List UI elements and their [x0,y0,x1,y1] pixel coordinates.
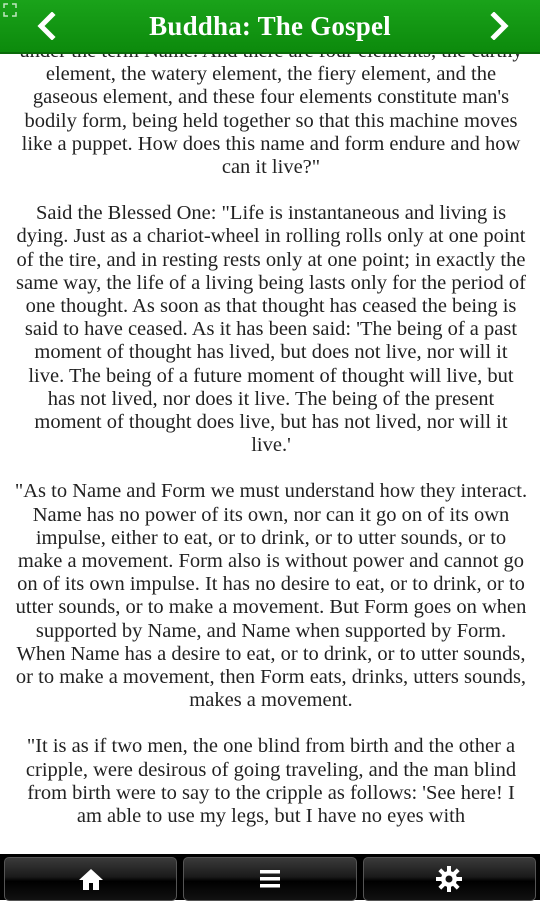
home-icon [78,867,104,891]
reading-pane[interactable] [0,40,540,855]
paragraph: "As to Name and Form we must understand how they interact. Name has no power of its own, nor can it go on of its own impulse, either to eat, or to drink, or to utter sounds, or to make a movement. Form also is without power and cannot go on of its own impulse. It has no desire to eat, or to drink, or to utter sounds, or to make a movement. But Form goes on when supported by Name, and Name when supported by Form. When Name has a desire to eat, or to drink, or to utter sounds, or to make a movement, then Form eats, drinks, utters sounds, makes a movement. [14,480,528,712]
page-title: Buddha: The Gospel [149,10,391,41]
home-button[interactable] [4,857,177,901]
app-header [0,0,540,54]
menu-button[interactable] [183,857,356,901]
paragraph: Said the Blessed One: "Life is instantaneous and living is dying. Just as a chariot-wheel in rolling rolls only at one point of the tire, and in resting rests only at one point; in exactly the same way, the life of a living being lasts only for the period of one thought. As soon as that thought has ceased the being is said to have ceased. As it has been said: 'The being of a past moment of thought has lived, but does not live, nor will it live. The being of a future moment of thought will live, but has not lived, nor does it live. The being of the present moment of thought does live, but has not lived, nor will it live.' [16,202,526,457]
chevron-left-icon [35,12,57,40]
chevron-right-icon [489,12,511,40]
paragraph: "It is as if two men, the one blind from birth and the other a cripple, were desirous of going traveling, and the man blind from birth were to say to the cripple as follows: 'See here! I am able to use my legs, but I have no eyes with [25,735,517,828]
paragraph: element, the watery element, the fiery element, and the gaseous element, and these four elements constitute man's bodily form, being held together so that this machine moves like a puppet. How does this name and form endure and how can it live?" [21,63,521,179]
menu-icon [259,868,281,890]
previous-chapter-button[interactable] [26,6,66,46]
settings-button[interactable] [363,857,536,901]
next-chapter-button[interactable] [480,6,520,46]
bottom-toolbar [0,854,540,900]
expand-icon[interactable] [3,3,17,17]
gear-icon [435,865,463,893]
